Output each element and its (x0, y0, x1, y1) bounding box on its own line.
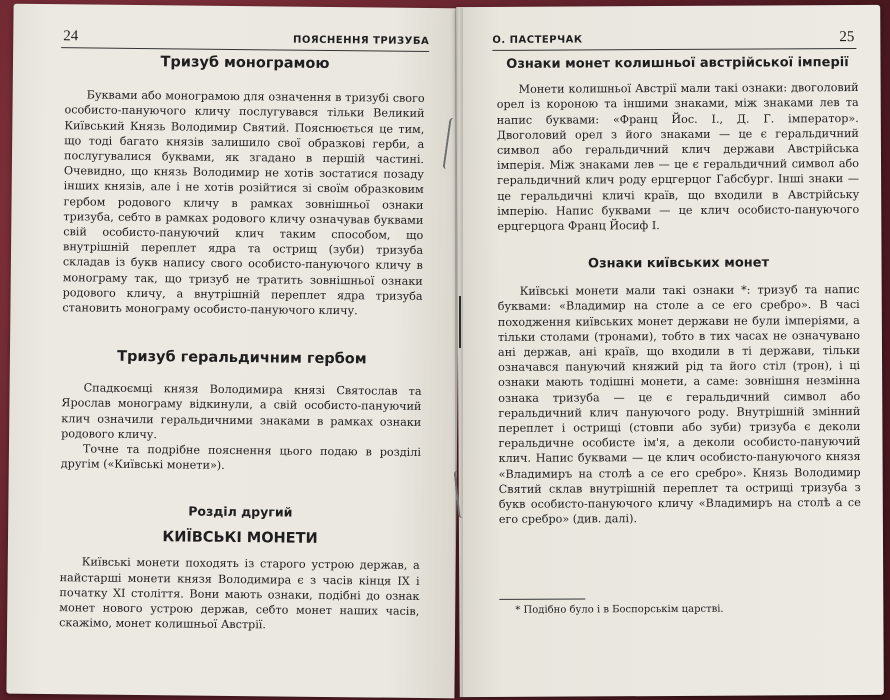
footnote: * Подібно було і в Боспорськім царстві. (515, 603, 724, 616)
page-number: 24 (63, 28, 79, 45)
section-heading: Тризуб монограмою (160, 54, 330, 72)
monogram-section (62, 54, 425, 319)
paragraph: Спадкоємці князя Володимира князі Святослав та Ярослав монограму відкинули, а свій особисто-пануючий клич означили геральдичними знаками в рамках ознаки родового кличу. (61, 381, 422, 442)
section-heading: Тризуб геральдичним гербом (117, 348, 367, 368)
running-title: О. ПАСТЕРЧАК (492, 34, 583, 46)
kyiv-coins-section (498, 255, 861, 527)
paragraph: Буквами або монограмою для означення в тризубі свого особисто-пануючого кличу послугувався тільки Великий Київський Князь Володимир Святий. Пояснюється це тим, що тоді багато князів залишило свої образкові герби, а послугувалися буквами, як згадано в першій частині. Очевидно, що князь Володимир не хотів зостатися позаду інших князів, але і не хотів розійтися зі своїм образковим гербом родового кличу в рамках зовнішньої ознаки тризуба, себто в рамках родового кличу означував буквами свій особисто-пануючий клич таким способом, що внутрішній переплет ядра та острищ (зуби) тризуба складав із букв напису свого особисто-пануючого кличу в монограму так, що тризуб не тратить зовнішньої ознаки родового кличу, а внутрішній переплет ядра тризуба становить монограму особисто-пануючого кличу. (62, 88, 425, 318)
left-running-header (61, 26, 429, 52)
paragraph: Київські монети мали такі ознаки *: тризуб та напис буквами: «Владимир на столе а се его сребро». В часі походження київських монет держави не були імперіями, а тільки столами (тронами), тобто в тих часах не означувано ані держав, ані країв, що входили в ті держави, тільки означався пануючий княжий рід та його стіл (трон), і ці ознаки мають тодішні монети, а саме: зовнішня незмінна ознака тризуба — це є геральдичний символ або геральдичний клич пануючого роду. Внутрішній змінний переплет і острищі (стовпи або зуби) тризуба є деколи геральдичне особисте ім'я, а деколи особисто-пануючий клич. Напис буквами — це клич особисто-пануючого князя «Владимиръ на столѣ а се его сребро». Князь Володимир Святий склав внутрішній переплет та острищі тризуба з букв особисто-пануючого кличу «Владимиръ на столѣ а се его сребро» (див. далі). (497, 283, 861, 527)
section-heading: Ознаки київських монет (587, 255, 770, 272)
book-gutter (455, 8, 463, 698)
heraldic-section (61, 349, 422, 475)
paragraph: Монети колишньої Австрії мали такі ознаки: двоголовий орел із короною та іншими знаками, між знаками лев та напис буквами: «Франц Йос. І., Д. Г. імператор». Двоголовий орел з його знаками — це є геральдичний символ або геральдичний клич держави Австрійська імперія. Між знаками лев — це є геральдичний символ або геральдичний клич роду ерцгерцог Габсбург. Інші знаки — це геральдичні кличі країв, що входили в Австрійську імперію. Напис буквами — це клич особисто-пануючого ерцгерцога Франц Йосиф І. (496, 81, 860, 233)
page-number: 25 (839, 29, 855, 46)
chapter-two-section (59, 502, 420, 634)
running-title: ПОЯСНЕННЯ ТРИЗУБА (292, 34, 430, 48)
paragraph: Київські монети походять із старого устрою держав, а найстарші монети князя Володимира є з часів кінця IX і початку XI століття. Вони мають ознаки, подібні до ознак монет нового устрою держав, себто монет наших часів, скажімо, монет колишньої Австрії. (59, 555, 420, 632)
section-heading: Ознаки монет колишньої австрійської імперії (506, 55, 849, 72)
binding-thread (459, 296, 461, 348)
chapter-title: КИЇВСЬКІ МОНЕТИ (162, 529, 318, 548)
right-running-header (492, 27, 856, 51)
footnote-rule (499, 598, 585, 599)
chapter-label: Розділ другий (188, 503, 293, 520)
right-page (456, 5, 884, 697)
paragraph: Точне та подрібне пояснення цього подаю в розділі другім («Київські монети»). (60, 442, 422, 473)
austria-section (496, 55, 859, 234)
left-page (6, 4, 461, 699)
